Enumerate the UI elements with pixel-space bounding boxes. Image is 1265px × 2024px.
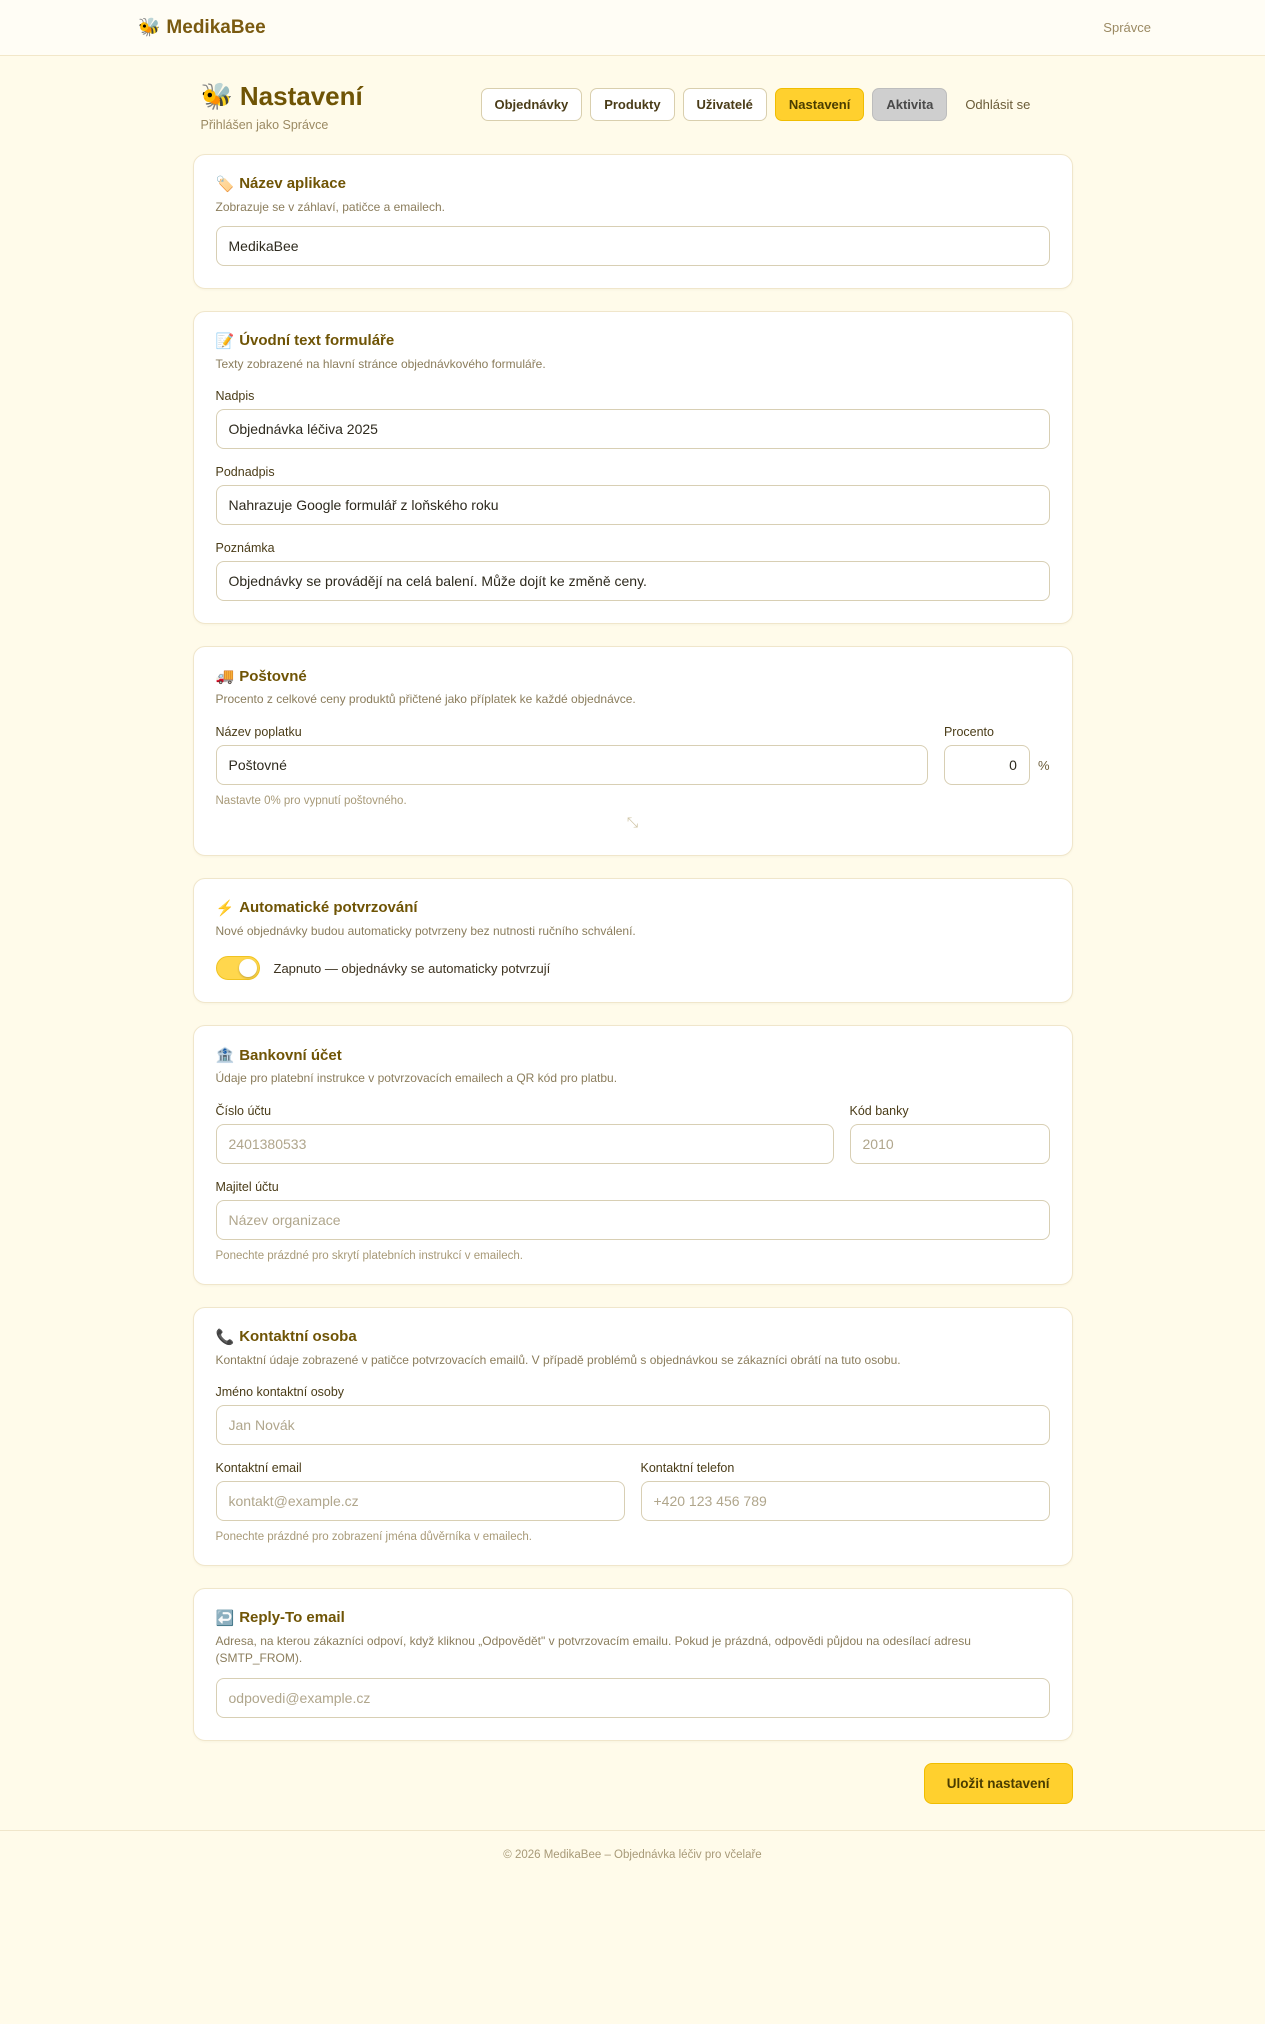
auto-confirm-toggle-label: Zapnuto — objednávky se automaticky potvrzují: [273, 960, 551, 976]
card-contact-title: [216, 1328, 1050, 1346]
save-row: [193, 1763, 1073, 1804]
save-settings-button[interactable]: Uložit nastavení: [924, 1763, 1073, 1804]
reply-to-email-input[interactable]: [216, 1678, 1050, 1718]
card-app-name: [193, 154, 1073, 289]
percent-sign: %: [1037, 757, 1050, 773]
main-nav: [481, 88, 1031, 121]
form-headline-input[interactable]: [216, 409, 1050, 449]
nav-item-produkty[interactable]: Produkty: [590, 88, 674, 121]
brand-logo[interactable]: [138, 17, 266, 39]
auto-confirm-toggle[interactable]: [216, 956, 260, 980]
label-account-owner: Majitel účtu: [215, 1179, 279, 1194]
card-bank-title: [216, 1046, 1050, 1064]
card-app-name-title-text: Název aplikace: [239, 175, 346, 193]
bank-hint: Ponechte prázdné pro skrytí platebních instrukcí v emailech.: [215, 1249, 523, 1262]
label-bank-code: Kód banky: [849, 1103, 909, 1118]
page-title: [201, 82, 481, 111]
contact-hint: Ponechte prázdné pro zobrazení jména důvěrníka v emailech.: [215, 1530, 532, 1543]
reply-icon: ↩️: [215, 1609, 235, 1627]
form-subheadline-input[interactable]: [216, 485, 1050, 525]
bank-icon: 🏦: [215, 1047, 235, 1065]
contact-name-input[interactable]: [216, 1405, 1050, 1445]
shipping-percent-input[interactable]: [944, 745, 1030, 785]
label-nadpis: Nadpis: [215, 389, 255, 404]
tag-icon: 🏷️: [215, 175, 235, 193]
label-contact-email: Kontaktní email: [215, 1460, 302, 1475]
card-form-intro-desc: Texty zobrazené na hlavní stránce objednávkového formuláře.: [215, 356, 546, 371]
contact-phone-input[interactable]: [641, 1481, 1050, 1521]
top-bar: [0, 0, 1265, 56]
card-auto-confirm-desc: Nové objednávky budou automaticky potvrzeny bez nutnosti ručního schválení.: [215, 923, 636, 938]
shipping-hint: Nastavte 0% pro vypnutí poštovného.: [215, 794, 407, 807]
bee-icon: 🐝: [200, 81, 233, 111]
page-body: [0, 56, 1265, 1804]
label-percent: Procento: [943, 724, 994, 739]
card-shipping-title-text: Poštovné: [239, 667, 307, 685]
nav-item-objednavky[interactable]: Objednávky: [481, 88, 583, 121]
nav-item-aktivita[interactable]: Aktivita: [872, 88, 947, 121]
page-header: [193, 82, 1073, 132]
card-auto-confirm-title-text: Automatické potvrzování: [239, 899, 418, 917]
bee-icon: 🐝: [138, 17, 161, 37]
card-form-intro: [193, 311, 1073, 624]
label-contact-name: Jméno kontaktní osoby: [215, 1384, 345, 1399]
card-auto-confirm: [193, 878, 1073, 1003]
card-contact-desc: Kontaktní údaje zobrazené v patičce potvrzovacích emailů. V případě problémů s objednávkou se zákazníci obrátí na tuto osobu.: [215, 1352, 901, 1367]
card-reply-to-title-text: Reply-To email: [239, 1609, 345, 1627]
card-form-intro-title: [216, 332, 1050, 350]
bank-account-owner-input[interactable]: [216, 1200, 1050, 1240]
bank-code-input[interactable]: [850, 1124, 1050, 1164]
footer: © 2026 MedikaBee – Objednávka léčiv pro včelaře: [0, 1830, 1265, 1877]
card-shipping-desc: Procento z celkové ceny produktů přičtené jako příplatek ke každé objednávce.: [215, 692, 636, 707]
card-contact-title-text: Kontaktní osoba: [239, 1328, 357, 1346]
card-bank-title-text: Bankovní účet: [239, 1046, 342, 1064]
card-bank-account: [193, 1025, 1073, 1284]
label-contact-phone: Kontaktní telefon: [640, 1460, 735, 1475]
page-subtitle: Přihlášen jako Správce: [200, 117, 329, 132]
shipping-fee-name-input[interactable]: [216, 745, 928, 785]
current-role-label: Správce: [1103, 20, 1151, 35]
logout-link[interactable]: Odhlásit se: [965, 97, 1031, 112]
card-reply-to: [193, 1588, 1073, 1741]
label-podnadpis: Podnadpis: [215, 465, 275, 480]
lightning-icon: ⚡: [215, 899, 235, 917]
memo-icon: 📝: [215, 332, 235, 350]
form-note-input[interactable]: [216, 561, 1050, 601]
truck-icon: 🚚: [215, 668, 235, 686]
resize-handle-icon[interactable]: ⤡: [626, 813, 639, 830]
toggle-knob: [239, 959, 257, 977]
nav-item-uzivatele[interactable]: Uživatelé: [683, 88, 767, 121]
card-reply-to-desc: Adresa, na kterou zákazníci odpoví, když kliknou „Odpovědět" v potvrzovacím emailu. Pokud je prázdná, odpovědi půjdou na odesílací adresu (SMTP_FROM).: [215, 1633, 971, 1666]
label-poznamka: Poznámka: [215, 541, 275, 556]
card-app-name-title: [216, 175, 1050, 193]
card-shipping-title: [216, 667, 1050, 685]
card-contact-person: [193, 1307, 1073, 1566]
contact-email-input[interactable]: [216, 1481, 625, 1521]
bank-account-number-input[interactable]: [216, 1124, 834, 1164]
app-name-input[interactable]: [216, 226, 1050, 266]
label-fee-name: Název poplatku: [215, 724, 302, 739]
page-title-text: Nastavení: [239, 81, 363, 111]
card-reply-to-title: [216, 1609, 1050, 1627]
nav-item-nastaveni[interactable]: Nastavení: [775, 88, 864, 121]
label-account-number: Číslo účtu: [215, 1103, 272, 1118]
card-app-name-desc: Zobrazuje se v záhlaví, patičce a emailech.: [215, 199, 445, 214]
brand-name: MedikaBee: [166, 16, 266, 38]
card-bank-desc: Údaje pro platební instrukce v potvrzovacích emailech a QR kód pro platbu.: [215, 1071, 618, 1086]
card-auto-confirm-title: [216, 899, 1050, 917]
card-shipping: [193, 646, 1073, 855]
phone-icon: 📞: [215, 1328, 235, 1346]
card-form-intro-title-text: Úvodní text formuláře: [239, 332, 395, 350]
